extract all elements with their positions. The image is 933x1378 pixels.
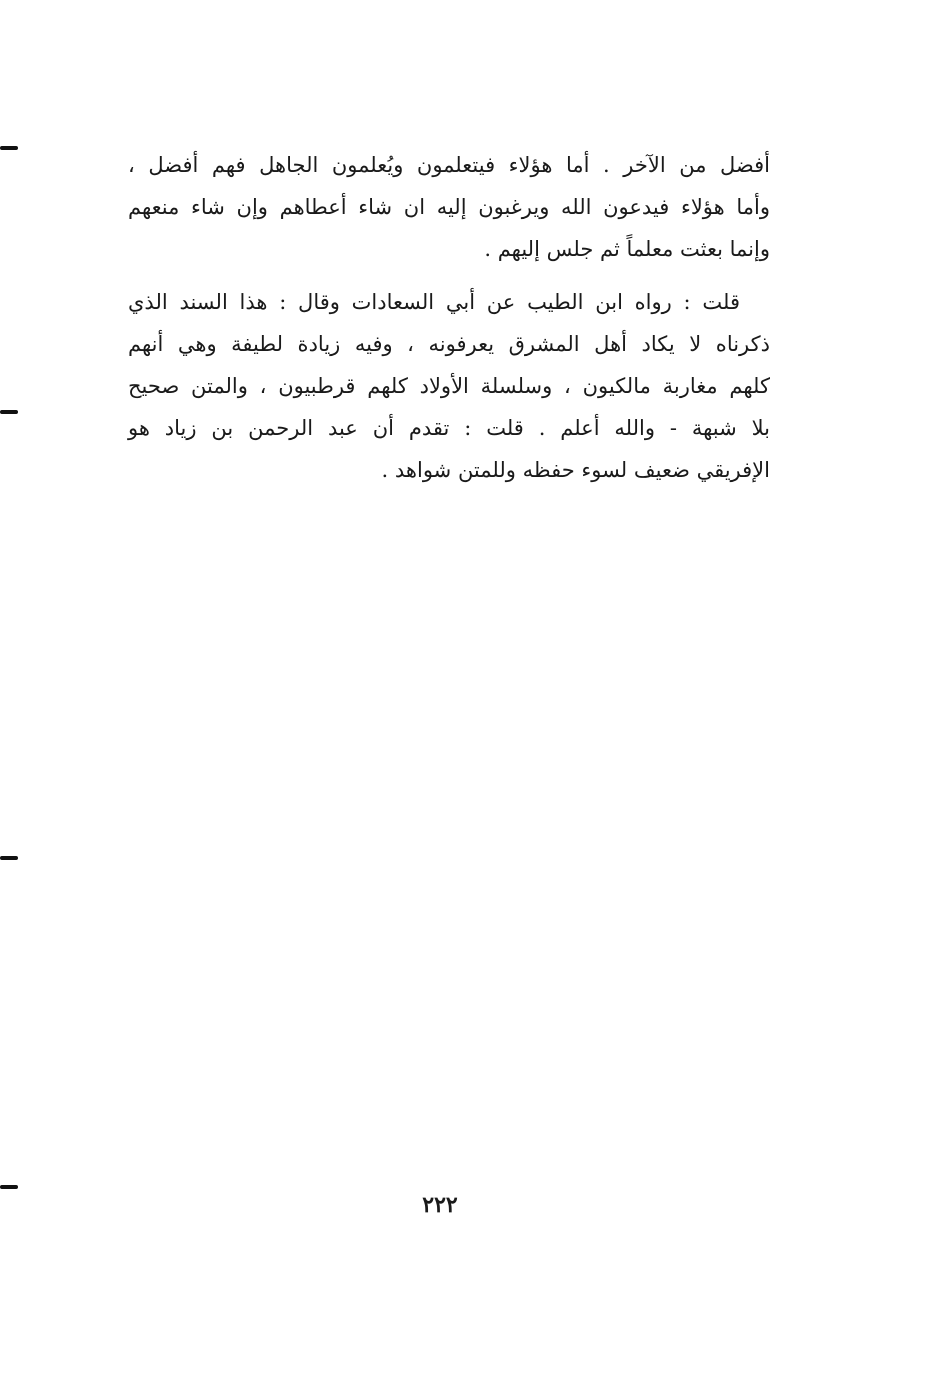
paragraph-hadith-ending bbox=[128, 144, 770, 270]
text-line: وأما هؤلاء فيدعون الله ويرغبون إليه ان شاء أعطاهم وإن شاء منعهم bbox=[128, 195, 770, 219]
binding-mark bbox=[0, 146, 18, 150]
text-line: ذكرناه لا يكاد أهل المشرق يعرفونه ، وفيه زيادة لطيفة وهي أنهم bbox=[128, 332, 770, 356]
text-line: الإفريقي ضعيف لسوء حفظه وللمتن شواهد . bbox=[381, 458, 770, 482]
binding-mark bbox=[0, 1185, 18, 1189]
text-line: قلت : رواه ابن الطيب عن أبي السعادات وقال : هذا السند الذي bbox=[128, 290, 740, 314]
text-line: كلهم مغاربة مالكيون ، وسلسلة الأولاد كلهم قرطبيون ، والمتن صحيح bbox=[128, 374, 770, 398]
binding-mark bbox=[0, 856, 18, 860]
text-line: بلا شبهة - والله أعلم . قلت : تقدم أن عبد الرحمن بن زياد هو bbox=[128, 416, 770, 440]
text-line: أفضل من الآخر . أما هؤلاء فيتعلمون ويُعلمون الجاهل فهم أفضل ، bbox=[128, 153, 770, 177]
text-line: وإنما بعثت معلماً ثم جلس إليهم . bbox=[484, 237, 770, 261]
paragraph-commentary bbox=[128, 281, 770, 491]
page-number: ٢٢٢ bbox=[422, 1192, 458, 1218]
binding-mark bbox=[0, 410, 18, 414]
